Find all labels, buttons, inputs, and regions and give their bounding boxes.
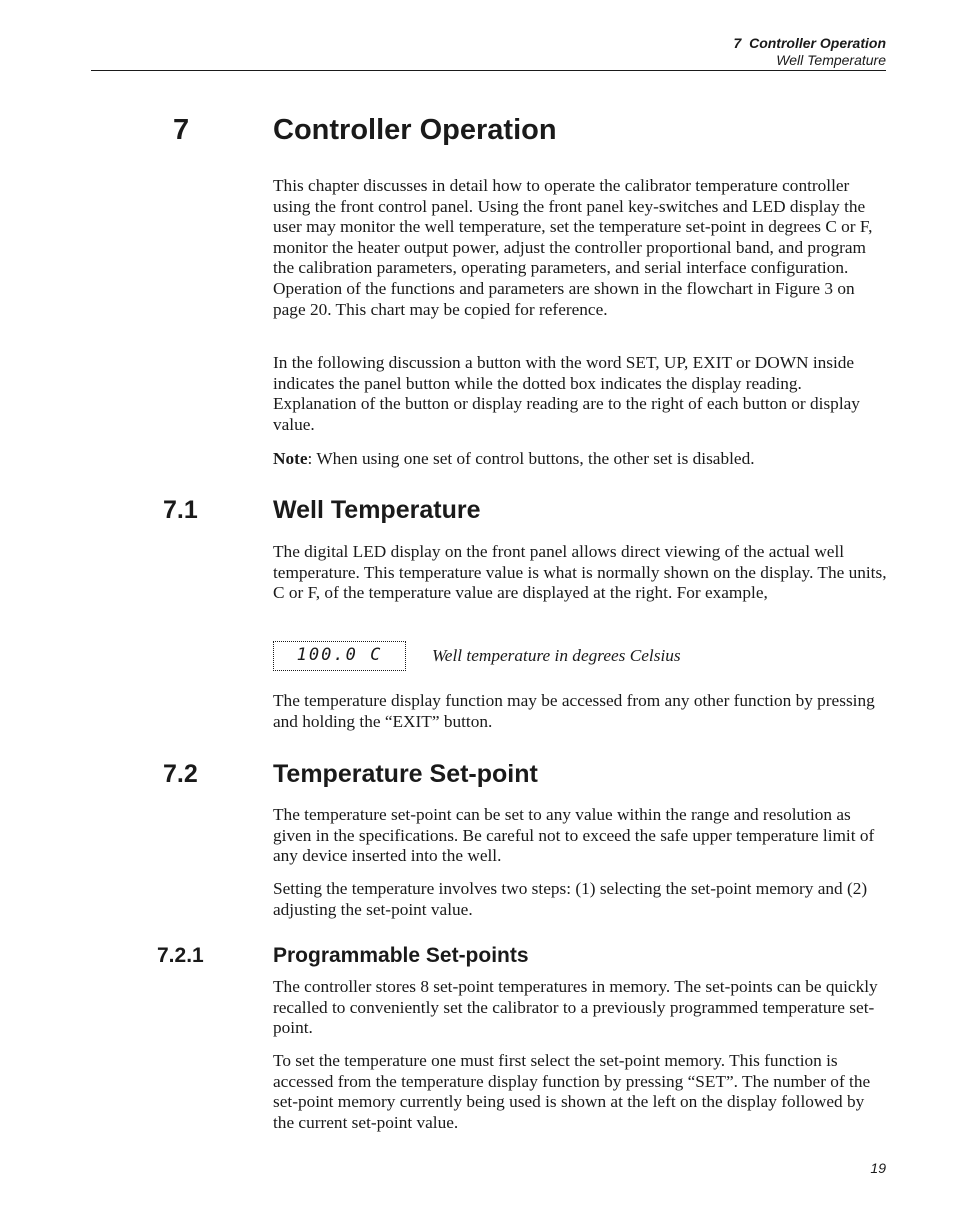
header-rule xyxy=(91,70,886,71)
chapter-number: 7 xyxy=(173,114,190,146)
chapter-intro-paragraph: This chapter discusses in detail how to operate the calibrator temperature controller using the front control panel. Using the front panel key-switches and LED display the user may monitor the well temperature, set the temperature set-point in degrees C or F, monitor the heater output power, adjust the controller proportional band, and program the calibration parameters, operating parameters, and serial interface configuration. Operation of the functions and parameters are shown in the flowchart in Figure 3 on page 20. This chart may be copied for reference. xyxy=(273,176,873,319)
section-7-2-title: Temperature Set-point xyxy=(273,760,538,788)
running-header-chapter: 7 Controller Operation xyxy=(733,35,886,51)
section-7-2-paragraph-1: The temperature set-point can be set to any value within the range and resolution as given in the specifications. Be careful not to exceed the safe upper temperature limit of any device inserted into the well. xyxy=(273,805,875,866)
section-7-2-1-title: Programmable Set-points xyxy=(273,944,529,967)
running-header xyxy=(734,35,886,69)
led-display-reading: 100.0 C xyxy=(273,641,406,671)
section-7-2-paragraph-2: Setting the temperature involves two steps: (1) selecting the set-point memory and (2) adjusting the set-point value. xyxy=(273,879,868,919)
section-7-2-number: 7.2 xyxy=(163,760,198,788)
section-7-1-number: 7.1 xyxy=(163,496,198,524)
note-text: : When using one set of control buttons, the other set is disabled. xyxy=(307,449,755,468)
note-label: Note xyxy=(273,449,308,468)
section-7-1-paragraph-2: The temperature display function may be accessed from any other function by pressing and holding the “EXIT” button. xyxy=(273,691,875,731)
section-7-2-1-paragraph-1: The controller stores 8 set-point temperatures in memory. The set-points can be quickly recalled to conveniently set the calibrator to a previously programmed temperature set-point. xyxy=(273,977,878,1038)
page-number: 19 xyxy=(870,1160,886,1176)
led-display-caption: Well temperature in degrees Celsius xyxy=(432,646,681,665)
running-header-section: Well Temperature xyxy=(776,52,886,68)
chapter-note xyxy=(273,449,888,470)
section-7-1-paragraph-1: The digital LED display on the front panel allows direct viewing of the actual well temperature. This temperature value is what is normally shown on the display. The units, C or F, of the temperature value are displayed at the right. For example, xyxy=(273,542,887,603)
section-7-2-1-number: 7.2.1 xyxy=(157,944,204,967)
section-7-2-1-paragraph-2: To set the temperature one must first select the set-point memory. This function is accessed from the temperature display function by pressing “SET”. The number of the set-point memory currently being used is shown at the left on the display followed by the current set-point value. xyxy=(273,1051,871,1132)
chapter-title: Controller Operation xyxy=(273,114,557,146)
section-7-1-title: Well Temperature xyxy=(273,496,481,524)
chapter-discussion-paragraph: In the following discussion a button with the word SET, UP, EXIT or DOWN inside indicates the panel button while the dotted box indicates the display reading. Explanation of the button or display reading are to the right of each button or display value. xyxy=(273,353,860,434)
